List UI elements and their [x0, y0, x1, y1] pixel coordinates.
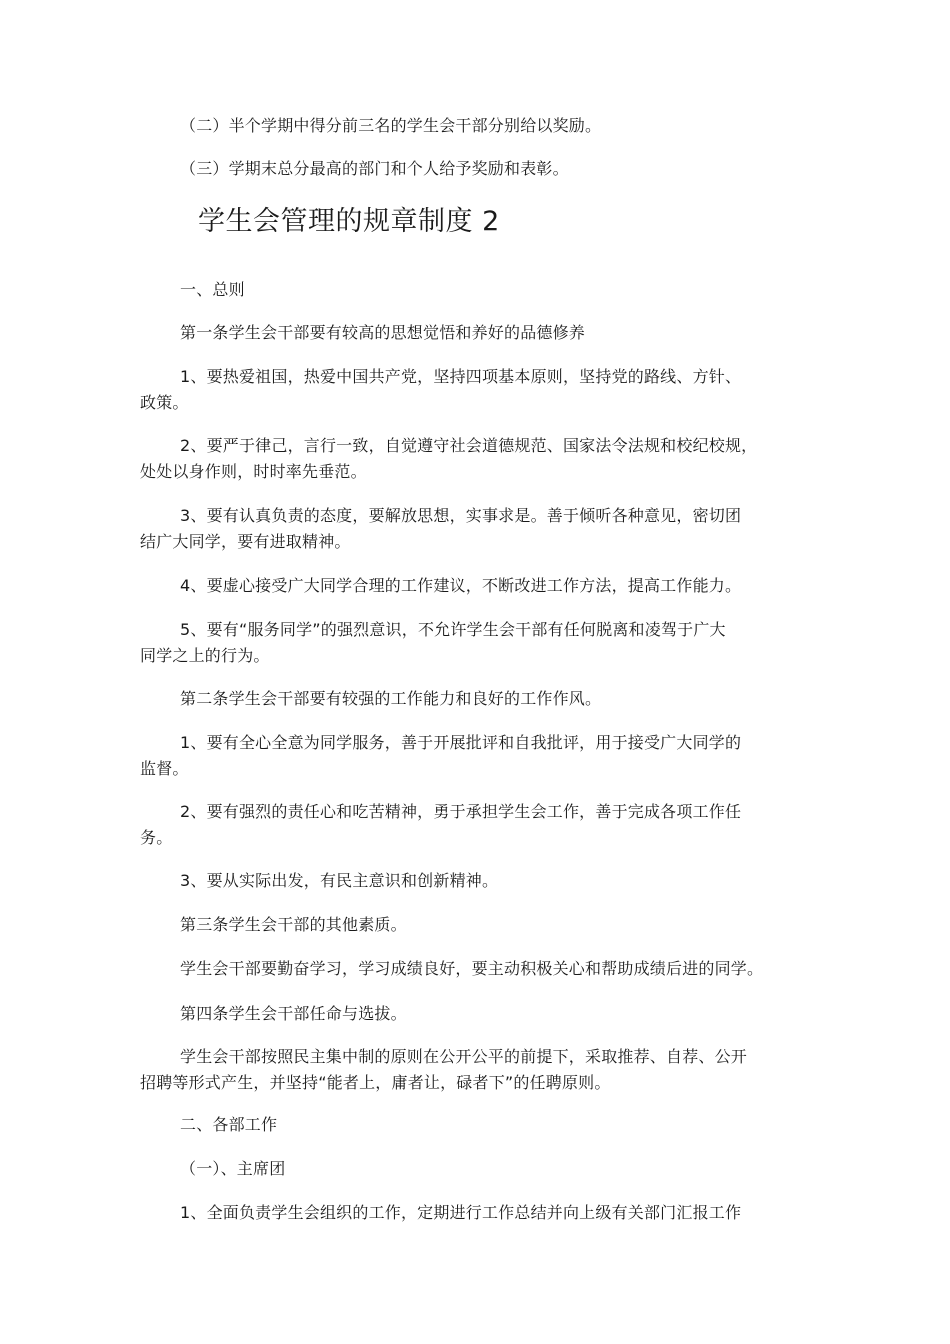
article-two-item-3: 3、要从实际出发，有民主意识和创新精神。	[180, 871, 499, 890]
presidium-item-1: 1、全面负责学生会组织的工作，定期进行工作总结并向上级有关部门汇报工作	[180, 1203, 742, 1222]
subsection-presidium: （一）、主席团	[180, 1159, 286, 1178]
article-two-item-1: 1、要有全心全意为同学服务，善于开展批评和自我批评，用于接受广大同学的	[180, 733, 742, 752]
paragraph-award-half-term: （二）半个学期中得分前三名的学生会干部分别给以奖励。	[180, 116, 602, 135]
article-four-body: 学生会干部按照民主集中制的原则在公开公平的前提下，采取推荐、自荐、公开	[180, 1047, 748, 1066]
paragraph-award-term-end: （三）学期末总分最高的部门和个人给予奖励和表彰。	[180, 159, 569, 178]
article-one-item-1-cont: 政策。	[140, 393, 189, 412]
article-two-item-2: 2、要有强烈的责任心和吃苦精神，勇于承担学生会工作，善于完成各项工作任	[180, 802, 742, 821]
article-three-body: 学生会干部要勤奋学习，学习成绩良好，要主动积极关心和帮助成绩后进的同学。	[180, 959, 764, 978]
article-three-title: 第三条学生会干部的其他素质。	[180, 915, 407, 934]
article-one-item-2: 2、要严于律己，言行一致，自觉遵守社会道德规范、国家法令法规和校纪校规，	[180, 436, 758, 455]
article-one-item-3-cont: 结广大同学，要有进取精神。	[140, 532, 351, 551]
section-departments: 二、各部工作	[180, 1115, 278, 1134]
article-two-title: 第二条学生会干部要有较强的工作能力和良好的工作作风。	[180, 689, 602, 708]
article-one-item-2-cont: 处处以身作则，时时率先垂范。	[140, 462, 367, 481]
article-one-item-5: 5、要有“服务同学”的强烈意识，不允许学生会干部有任何脱离和凌驾于广大	[180, 620, 726, 639]
article-four-title: 第四条学生会干部任命与选拔。	[180, 1004, 407, 1023]
section-heading: 学生会管理的规章制度 2	[198, 206, 500, 237]
article-one-item-4: 4、要虚心接受广大同学合理的工作建议，不断改进工作方法，提高工作能力。	[180, 576, 742, 595]
article-one-item-1: 1、要热爱祖国，热爱中国共产党，坚持四项基本原则，坚持党的路线、方针、	[180, 367, 742, 386]
article-one-title: 第一条学生会干部要有较高的思想觉悟和养好的品德修养	[180, 323, 586, 342]
article-two-item-1-cont: 监督。	[140, 759, 189, 778]
article-one-item-3: 3、要有认真负责的态度，要解放思想，实事求是。善于倾听各种意见，密切团	[180, 506, 742, 525]
section-general: 一、总则	[180, 280, 245, 299]
article-four-body-cont: 招聘等形式产生，并坚持“能者上，庸者让，碌者下”的任聘原则。	[140, 1073, 611, 1092]
article-one-item-5-cont: 同学之上的行为。	[140, 646, 270, 665]
article-two-item-2-cont: 务。	[140, 828, 173, 847]
